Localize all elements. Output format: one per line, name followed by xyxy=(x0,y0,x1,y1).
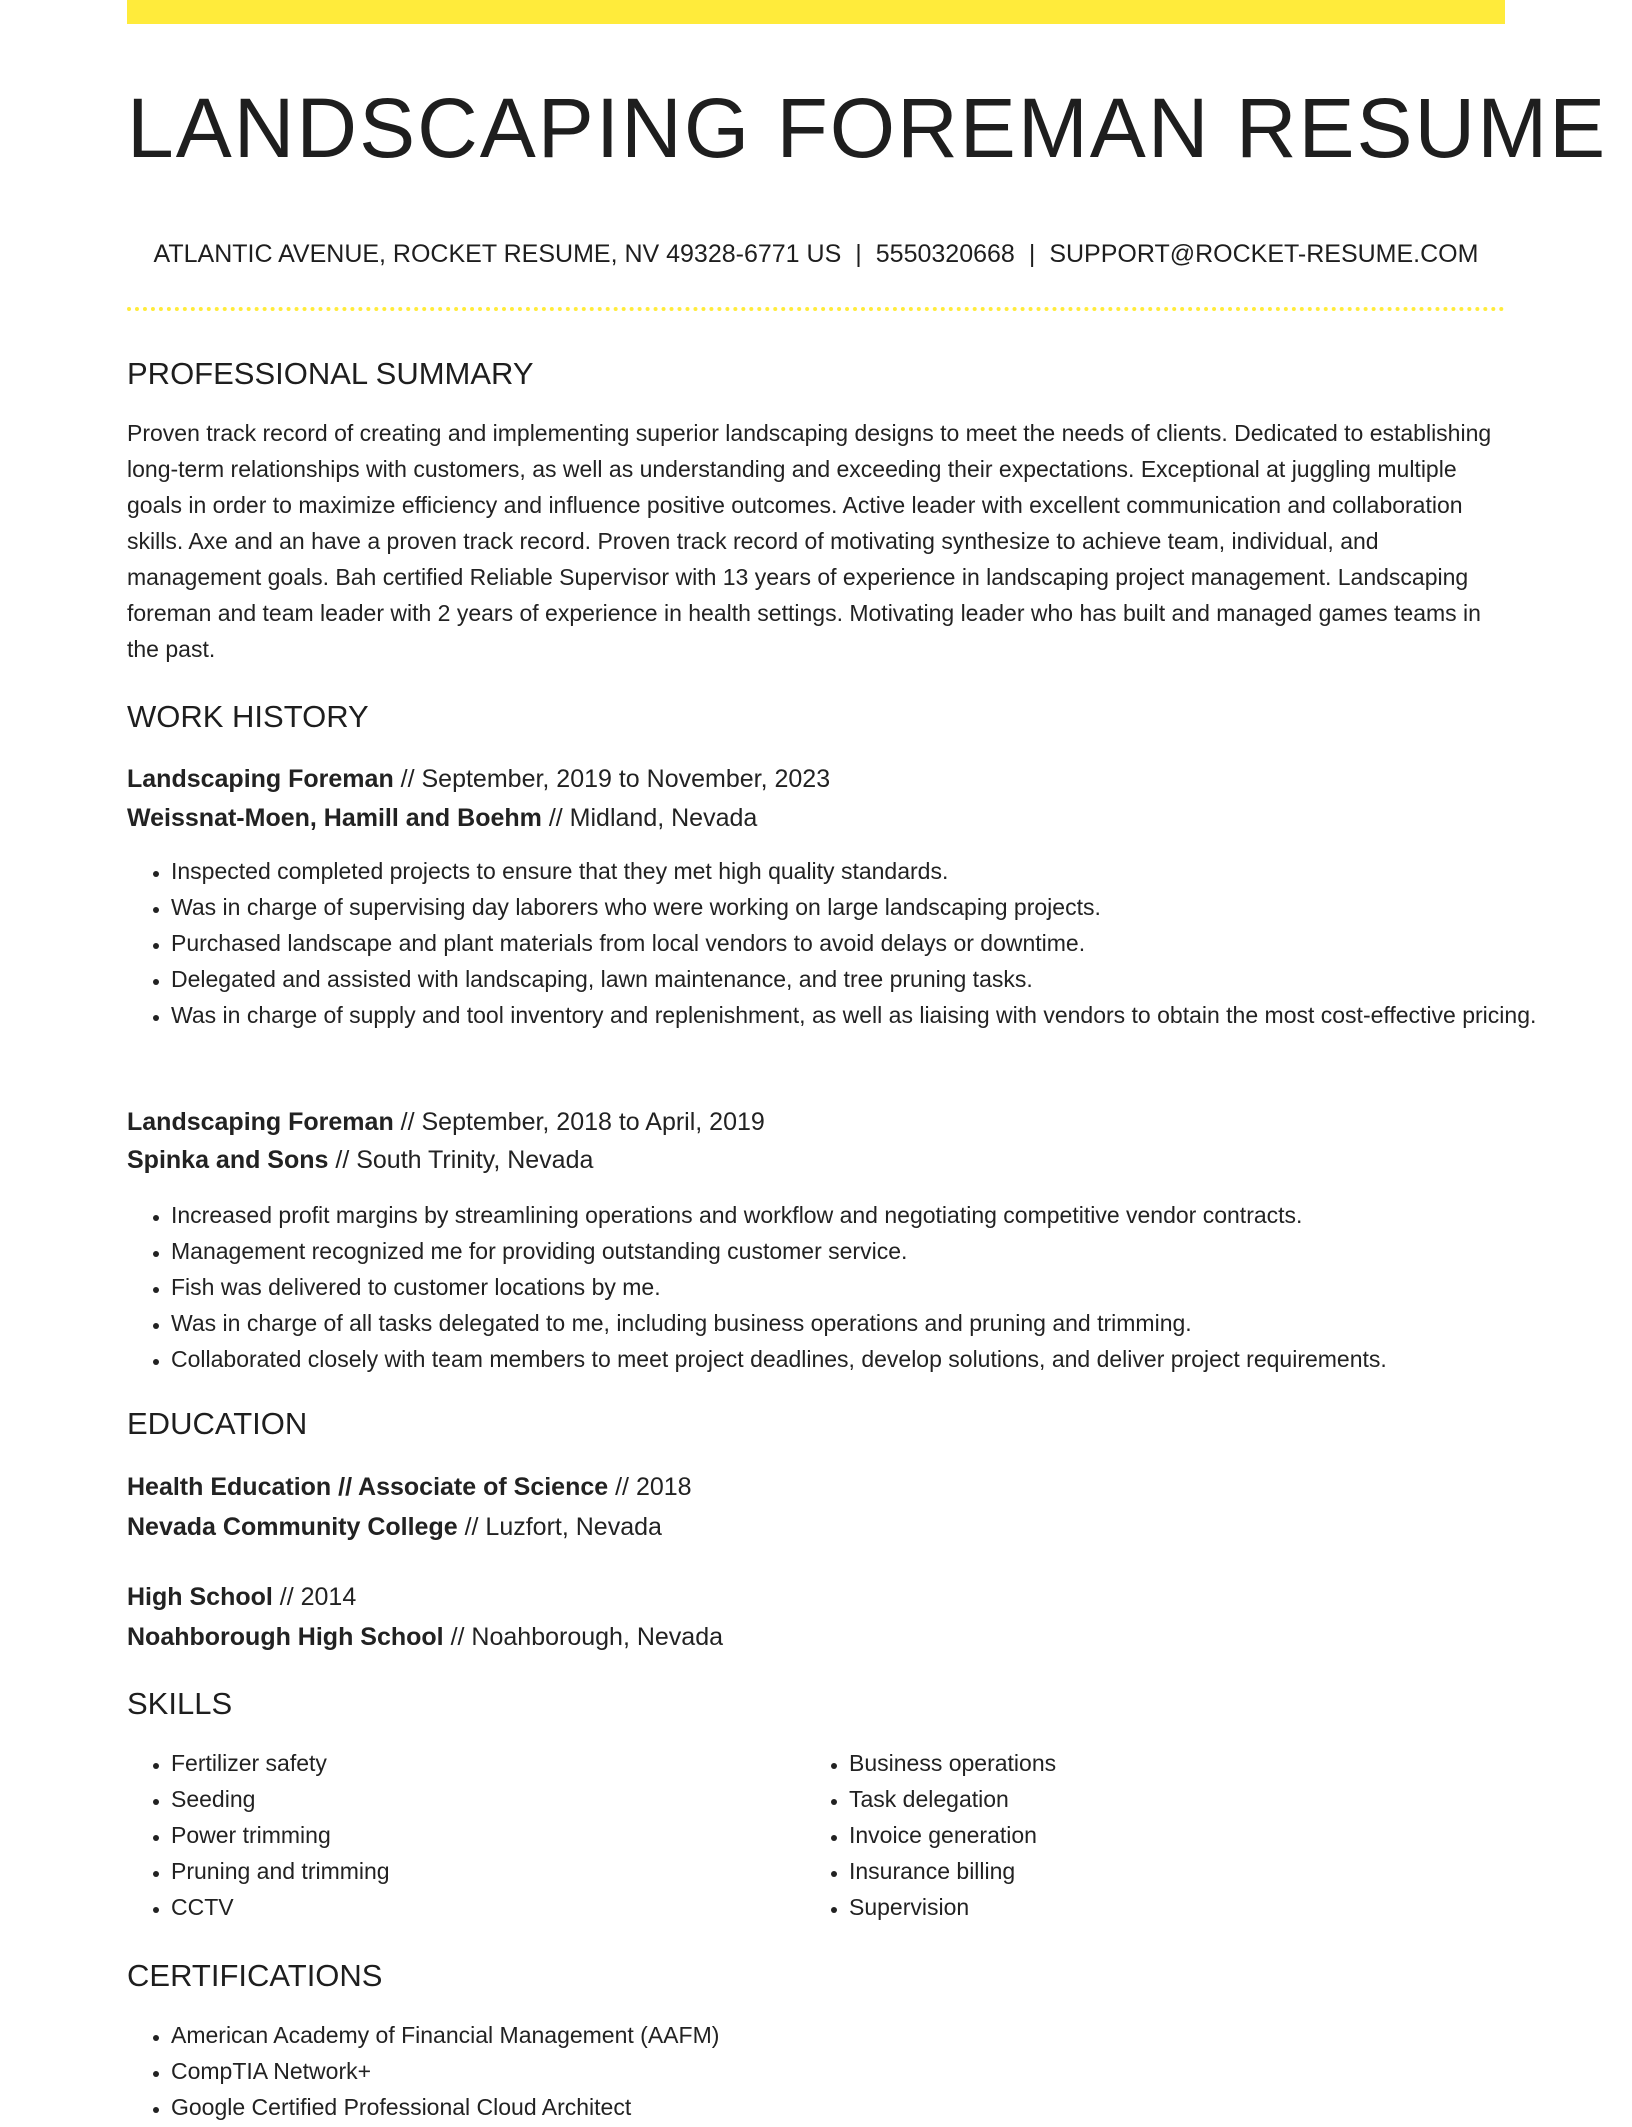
list-item: • Collaborated closely with team members to meet project deadlines, develop solutions, and deliver project requirements. xyxy=(171,1341,1549,1377)
education-location: // Luzfort, Nevada xyxy=(457,1513,662,1541)
education-location: // Noahborough, Nevada xyxy=(443,1623,723,1651)
work-heading: WORK HISTORY xyxy=(127,699,369,734)
list-item: • Was in charge of supervising day laborers who were working on large landscaping projects. xyxy=(171,889,1549,925)
list-item: • Power trimming xyxy=(171,1817,791,1853)
list-item: • Task delegation xyxy=(849,1781,1489,1817)
job-location: // Midland, Nevada xyxy=(541,804,758,832)
contact-phone: 5550320668 xyxy=(875,240,1015,268)
job-dates: // September, 2019 to November, 2023 xyxy=(393,765,831,793)
list-item: • Fish was delivered to customer locations by me. xyxy=(171,1269,1549,1305)
job-title: Landscaping Foreman xyxy=(127,765,394,793)
list-item: • Supervision xyxy=(849,1889,1489,1925)
contact-separator: | xyxy=(1028,240,1036,268)
education-school: Nevada Community College xyxy=(127,1513,458,1541)
accent-top-bar xyxy=(127,0,1505,24)
list-item: • Fertilizer safety xyxy=(171,1745,791,1781)
list-item: • Was in charge of all tasks delegated to me, including business operations and pruning and trimming. xyxy=(171,1305,1549,1341)
list-item: • Management recognized me for providing outstanding customer service. xyxy=(171,1233,1549,1269)
job-1-company-line xyxy=(127,800,757,836)
list-item: • Invoice generation xyxy=(849,1817,1489,1853)
list-item: • Was in charge of supply and tool inventory and replenishment, as well as liaising with vendors to obtain the most cost-effective pricing. xyxy=(171,997,1549,1033)
job-1-bullets xyxy=(127,853,1549,1033)
job-location: // South Trinity, Nevada xyxy=(328,1146,594,1174)
list-item: • Google Certified Professional Cloud Architect xyxy=(171,2089,1549,2125)
list-item: • Purchased landscape and plant materials from local vendors to avoid delays or downtime. xyxy=(171,925,1549,961)
list-item: • Increased profit margins by streamlining operations and workflow and negotiating competitive vendor contracts. xyxy=(171,1197,1549,1233)
list-item: • American Academy of Financial Management (AAFM) xyxy=(171,2017,1549,2053)
list-item: • CCTV xyxy=(171,1889,791,1925)
education-degree: High School xyxy=(127,1583,273,1611)
education-1-school-line xyxy=(127,1509,662,1545)
list-item: • Business operations xyxy=(849,1745,1489,1781)
education-school: Noahborough High School xyxy=(127,1623,444,1651)
education-2-degree-line xyxy=(127,1579,356,1615)
skills-list-left xyxy=(127,1745,791,1925)
certifications-list xyxy=(127,2017,1549,2125)
list-item: • Inspected completed projects to ensure that they met high quality standards. xyxy=(171,853,1549,889)
job-title: Landscaping Foreman xyxy=(127,1108,394,1136)
job-1-title-line xyxy=(127,761,830,797)
job-2-company-line xyxy=(127,1142,593,1178)
skills-heading: SKILLS xyxy=(127,1686,233,1721)
list-item: • CompTIA Network+ xyxy=(171,2053,1549,2089)
education-heading: EDUCATION xyxy=(127,1406,308,1441)
summary-heading: PROFESSIONAL SUMMARY xyxy=(127,356,534,391)
education-1-degree-line xyxy=(127,1469,692,1505)
education-degree: Health Education // Associate of Science xyxy=(127,1473,609,1501)
job-2-title-line xyxy=(127,1104,765,1140)
list-item: • Seeding xyxy=(171,1781,791,1817)
education-year: // 2014 xyxy=(272,1583,357,1611)
header-divider xyxy=(127,307,1505,311)
contact-address: ATLANTIC AVENUE, ROCKET RESUME, NV 49328-6771 US xyxy=(153,240,842,268)
contact-line xyxy=(127,236,1505,272)
resume-title: LANDSCAPING FOREMAN RESUME xyxy=(127,81,1608,175)
job-dates: // September, 2018 to April, 2019 xyxy=(393,1108,765,1136)
education-2-school-line xyxy=(127,1619,723,1655)
job-2-bullets xyxy=(127,1197,1549,1377)
summary-text: Proven track record of creating and implementing superior landscaping designs to meet the needs of clients. Dedicated to establishing long-term relationships with customers, as well as understanding and exceeding their expectations. Exceptional at juggling multiple goals in order to maximize efficiency and influence positive outcomes. Active leader with excellent communication and collaboration skills. Axe and an have a proven track record. Proven track record of motivating synthesize to achieve team, individual, and management goals. Bah certified Reliable Supervisor with 13 years of experience in landscaping project management. Landscaping foreman and team leader with 2 years of experience in health settings. Motivating leader who has built and managed games teams in the past. xyxy=(127,420,1492,662)
skills-list-right xyxy=(805,1745,1489,1925)
job-company: Weissnat-Moen, Hamill and Boehm xyxy=(127,804,542,832)
list-item: • Insurance billing xyxy=(849,1853,1489,1889)
contact-email: SUPPORT@ROCKET-RESUME.COM xyxy=(1049,240,1479,268)
education-year: // 2018 xyxy=(608,1473,692,1501)
job-company: Spinka and Sons xyxy=(127,1146,329,1174)
list-item: • Delegated and assisted with landscaping, lawn maintenance, and tree pruning tasks. xyxy=(171,961,1549,997)
contact-separator: | xyxy=(855,240,862,268)
list-item: • Pruning and trimming xyxy=(171,1853,791,1889)
certifications-heading: CERTIFICATIONS xyxy=(127,1958,383,1993)
